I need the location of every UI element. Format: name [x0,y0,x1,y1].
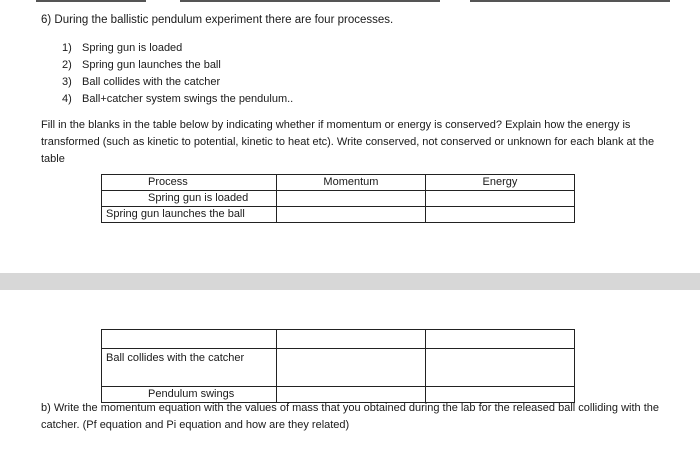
momentum-blank-cell[interactable] [276,330,425,349]
list-item: 4) Ball+catcher system swings the pendulum.. [62,93,294,105]
momentum-blank-cell[interactable] [276,207,425,223]
process-cell: Spring gun launches the ball [102,207,277,223]
conservation-table-top [101,174,575,223]
instructions-paragraph: Fill in the blanks in the table below by indicating whether if momentum or energy is conserved? Explain how the energy is transformed (such as kinetic to potential, kinetic to heat etc). Write conserved, not conserved or unknown for each blank at the table [41,119,655,165]
energy-blank-cell[interactable] [425,330,574,349]
table-row [102,349,575,387]
header-process: Process [102,175,277,191]
table-row [102,191,575,207]
conservation-table-bottom [101,329,575,403]
process-cell: Spring gun is loaded [102,191,277,207]
list-item: 1) Spring gun is loaded [62,42,183,54]
question-title: 6) During the ballistic pendulum experiment there are four processes. [41,14,394,26]
momentum-blank-cell[interactable] [276,349,425,387]
energy-blank-cell[interactable] [425,207,574,223]
process-cell: Pendulum swings [102,387,277,403]
process-list [62,40,293,108]
list-item: 2) Spring gun launches the ball [62,59,221,71]
energy-blank-cell[interactable] [425,349,574,387]
process-cell: Ball collides with the catcher [102,349,277,387]
energy-blank-cell[interactable] [425,191,574,207]
page-divider-band [0,273,700,290]
table-header-row [102,175,575,191]
header-momentum: Momentum [276,175,425,191]
cropped-previous-line [0,0,700,3]
process-cell [102,330,277,349]
part-b-question: b) Write the momentum equation with the values of mass that you obtained during the lab for the released ball colliding with the catcher. (Pf equation and Pi equation and how are they related) [41,402,659,431]
list-item: 3) Ball collides with the catcher [62,76,221,88]
header-energy: Energy [425,175,574,191]
table-row [102,330,575,349]
momentum-blank-cell[interactable] [276,191,425,207]
table-row [102,207,575,223]
